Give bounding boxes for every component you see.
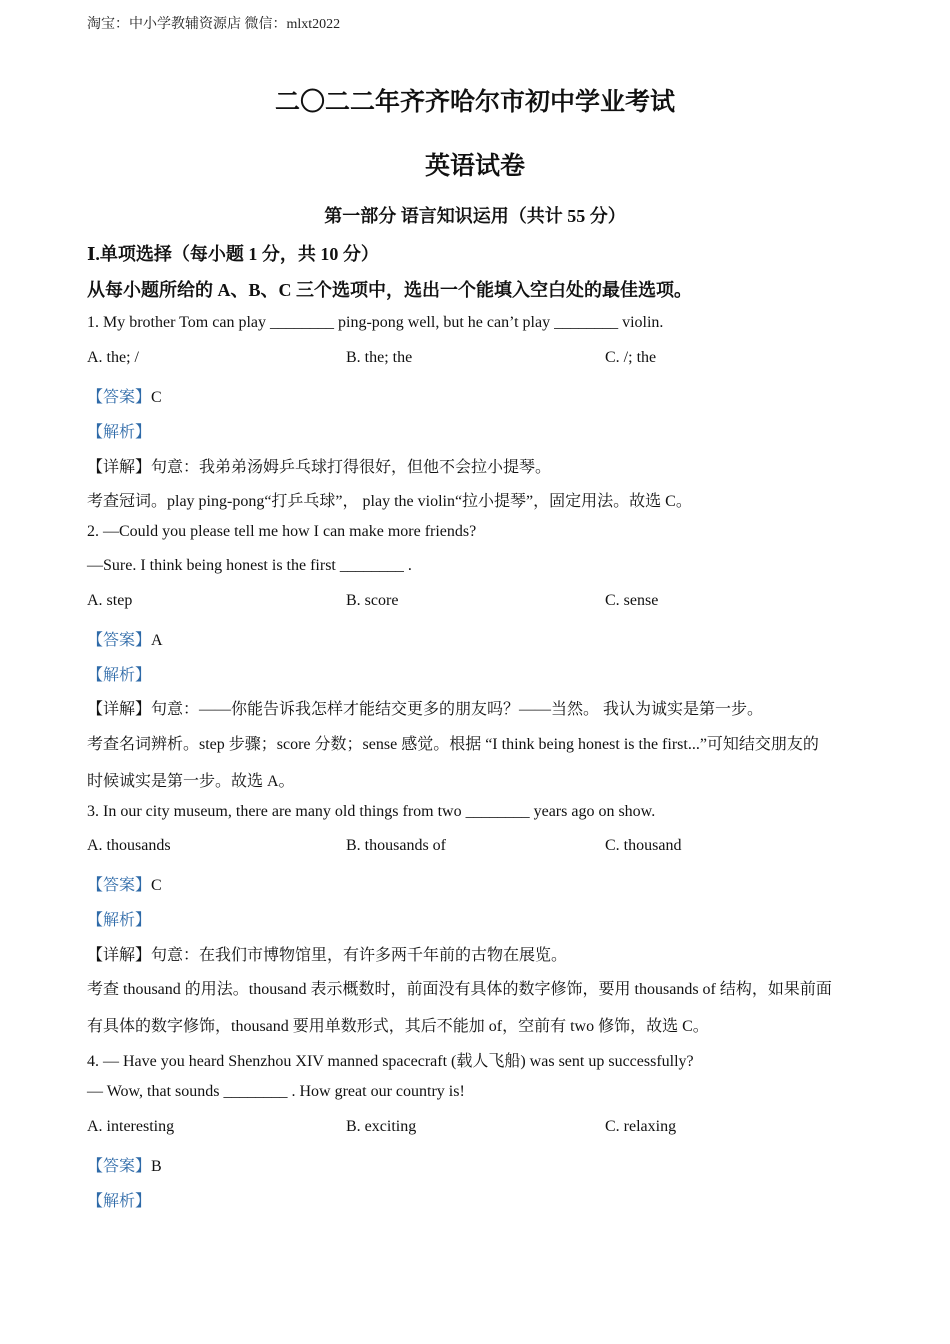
answer-value: A: [151, 632, 163, 649]
option-b: B. exciting: [346, 1118, 417, 1135]
answer-value: B: [151, 1158, 162, 1175]
analysis-label: 【解析】: [87, 667, 152, 684]
detail-label: 【详解】: [87, 459, 152, 476]
question-stem: 3. In our city museum, there are many old things from two ________ years ago on show.: [87, 803, 656, 820]
exam-title: 二〇二二年齐齐哈尔市初中学业考试: [274, 89, 675, 116]
answer-value: C: [151, 877, 162, 894]
question-stem: 2. —Could you please tell me how I can make more friends?: [87, 523, 477, 540]
answer-line: [87, 1153, 162, 1176]
option-b: B. score: [346, 592, 399, 609]
explanation-line: 有具体的数字修饰，thousand 要用单数形式，其后不能加 of，空前有 two 修饰，故选 C。: [87, 1018, 709, 1035]
explanation-line: 考查冠词。play ping-pong“打乒乓球”， play the violin“拉小提琴”，固定用法。故选 C。: [87, 493, 692, 510]
part-title: 第一部分 语言知识运用（共计 55 分）: [324, 206, 626, 226]
analysis-label: 【解析】: [87, 1193, 152, 1210]
answer-label: 【答案】: [87, 632, 152, 649]
explanation-line: 时候诚实是第一步。故选 A。: [87, 773, 295, 790]
option-c: C. thousand: [605, 837, 682, 854]
answer-label: 【答案】: [87, 877, 152, 894]
answer-line: [87, 627, 163, 650]
option-a: A. step: [87, 592, 133, 609]
option-c: C. sense: [605, 592, 659, 609]
answer-label: 【答案】: [87, 1158, 152, 1175]
detail-line: [87, 942, 567, 965]
section-title: Ⅰ.单项选择（每小题 1 分，共 10 分）: [87, 244, 379, 264]
option-a: A. thousands: [87, 837, 171, 854]
option-c: C. /; the: [605, 349, 657, 366]
option-a: A. interesting: [87, 1118, 175, 1135]
question-stem: —Sure. I think being honest is the first ________ .: [87, 557, 412, 574]
detail-text: 句意：在我们市博物馆里，有许多两千年前的古物在展览。: [151, 947, 568, 964]
question-stem: 4. — Have you heard Shenzhou XIV manned spacecraft (载人飞船) was sent up successfully?: [87, 1053, 694, 1070]
option-b: B. the; the: [346, 349, 413, 366]
analysis-label: 【解析】: [87, 424, 152, 441]
answer-label: 【答案】: [87, 389, 152, 406]
detail-label: 【详解】: [87, 701, 152, 718]
exam-subtitle: 英语试卷: [424, 153, 525, 180]
answer-line: [87, 384, 162, 407]
detail-text: 句意：——你能告诉我怎样才能结交更多的朋友吗？——当然。 我认为诚实是第一步。: [151, 701, 764, 718]
question-stem: 1. My brother Tom can play ________ ping-pong well, but he can’t play ________ violin.: [87, 314, 664, 331]
instruction: 从每小题所给的 A、B、C 三个选项中，选出一个能填入空白处的最佳选项。: [87, 280, 693, 300]
detail-line: [87, 454, 551, 477]
option-c: C. relaxing: [605, 1118, 677, 1135]
detail-text: 句意：我弟弟汤姆乒乓球打得很好，但他不会拉小提琴。: [151, 459, 552, 476]
question-stem: — Wow, that sounds ________ . How great our country is!: [87, 1083, 465, 1100]
answer-line: [87, 872, 162, 895]
option-a: A. the; /: [87, 349, 139, 366]
detail-line: [87, 696, 763, 719]
analysis-label: 【解析】: [87, 912, 152, 929]
explanation-line: 考查名词辨析。step 步骤；score 分数；sense 感觉。根据 “I think being honest is the first...”可知结交朋友的: [87, 736, 819, 753]
answer-value: C: [151, 389, 162, 406]
page-header: 淘宝：中小学教辅资源店 微信：mlxt2022: [87, 17, 341, 32]
option-b: B. thousands of: [346, 837, 446, 854]
explanation-line: 考查 thousand 的用法。thousand 表示概数时，前面没有具体的数字修饰，要用 thousands of 结构，如果前面: [87, 981, 832, 998]
detail-label: 【详解】: [87, 947, 152, 964]
